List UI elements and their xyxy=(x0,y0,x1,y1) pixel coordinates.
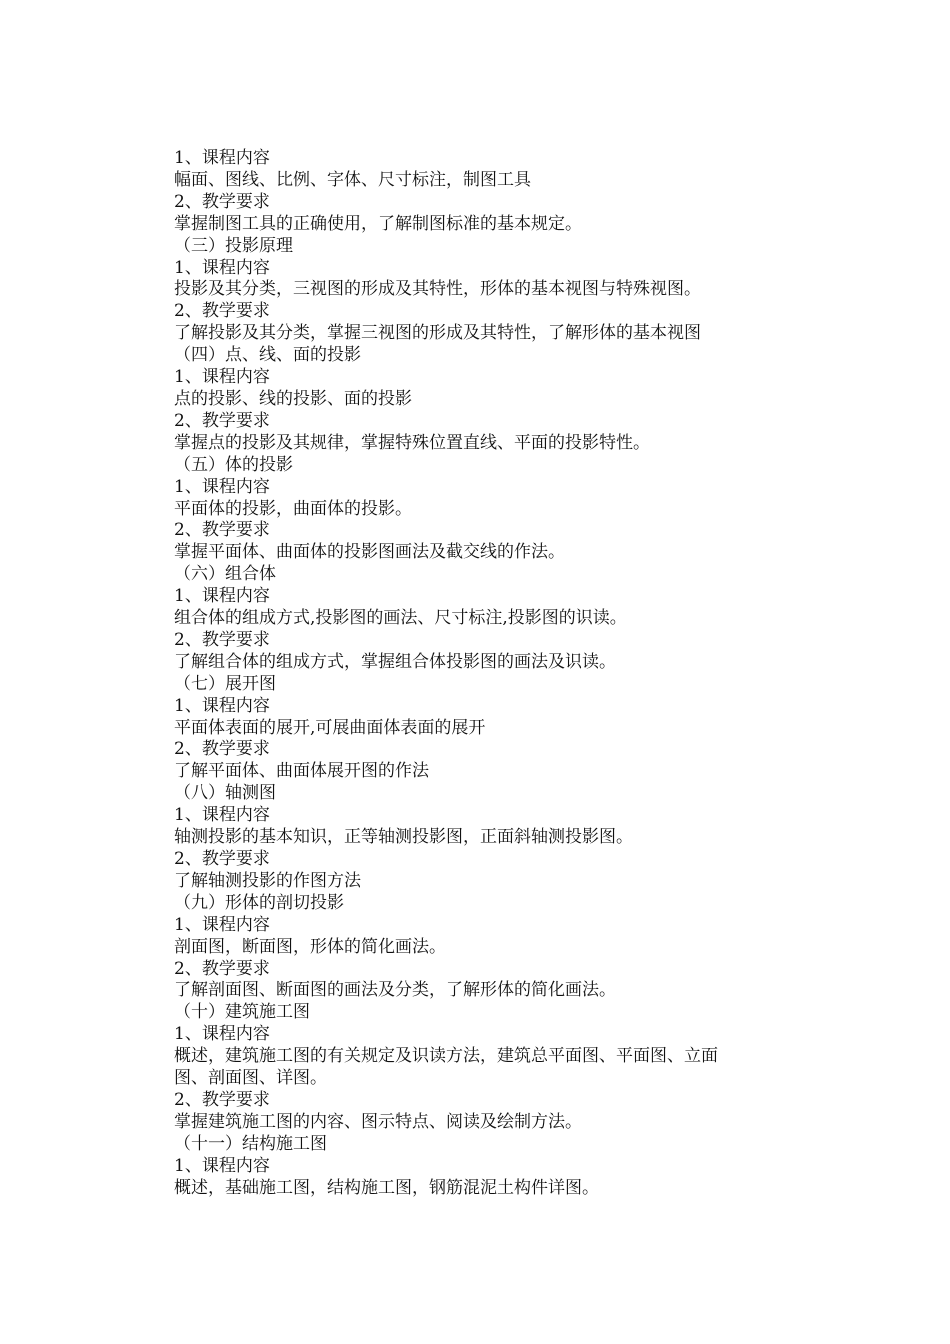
section-heading: （十）建筑施工图 xyxy=(174,1002,310,1023)
body-text: 掌握制图工具的正确使用，了解制图标准的基本规定。 xyxy=(174,213,582,234)
body-text: 掌握建筑施工图的内容、图示特点、阅读及绘制方法。 xyxy=(174,1111,582,1132)
subsection-label: 2、教学要求 xyxy=(174,1089,270,1110)
body-text: 投影及其分类，三视图的形成及其特性，形体的基本视图与特殊视图。 xyxy=(174,279,701,300)
body-text: 掌握平面体、曲面体的投影图画法及截交线的作法。 xyxy=(174,542,565,563)
section-heading: （七）展开图 xyxy=(174,673,276,694)
section-heading: （十一）结构施工图 xyxy=(174,1133,327,1154)
body-text: 平面体的投影，曲面体的投影。 xyxy=(174,498,412,519)
subsection-label: 2、教学要求 xyxy=(174,958,270,979)
subsection-label: 1、课程内容 xyxy=(174,148,270,168)
section-heading: （九）形体的剖切投影 xyxy=(174,892,344,913)
subsection-label: 2、教学要求 xyxy=(174,629,270,650)
section-heading: （八）轴测图 xyxy=(174,783,276,804)
subsection-label: 1、课程内容 xyxy=(174,1155,270,1176)
section-heading: （五）体的投影 xyxy=(174,454,293,475)
subsection-label: 1、课程内容 xyxy=(174,257,270,278)
subsection-label: 2、教学要求 xyxy=(174,191,270,212)
subsection-label: 1、课程内容 xyxy=(174,805,270,826)
body-text: 了解平面体、曲面体展开图的作法 xyxy=(174,761,429,782)
subsection-label: 2、教学要求 xyxy=(174,739,270,760)
body-text: 剖面图，断面图，形体的简化画法。 xyxy=(174,936,446,957)
subsection-label: 1、课程内容 xyxy=(174,695,270,716)
body-text: 幅面、图线、比例、字体、尺寸标注，制图工具 xyxy=(174,169,531,190)
section-heading: （三）投影原理 xyxy=(174,235,293,256)
subsection-label: 1、课程内容 xyxy=(174,476,270,497)
body-text: 了解组合体的组成方式，掌握组合体投影图的画法及识读。 xyxy=(174,651,616,672)
document-body xyxy=(174,148,794,1200)
section-heading: （六）组合体 xyxy=(174,564,276,585)
subsection-label: 1、课程内容 xyxy=(174,586,270,607)
subsection-label: 2、教学要求 xyxy=(174,301,270,322)
subsection-label: 1、课程内容 xyxy=(174,1024,270,1045)
body-text: 概述，基础施工图，结构施工图，钢筋混泥土构件详图。 xyxy=(174,1177,599,1198)
subsection-label: 1、课程内容 xyxy=(174,367,270,388)
body-text: 平面体表面的展开,可展曲面体表面的展开 xyxy=(174,717,486,738)
subsection-label: 2、教学要求 xyxy=(174,520,270,541)
body-text: 概述，建筑施工图的有关规定及识读方法，建筑总平面图、平面图、立面 xyxy=(174,1046,718,1067)
body-text: 组合体的组成方式,投影图的画法、尺寸标注,投影图的识读。 xyxy=(174,608,627,629)
subsection-label: 1、课程内容 xyxy=(174,914,270,935)
section-heading: （四）点、线、面的投影 xyxy=(174,345,361,366)
subsection-label: 2、教学要求 xyxy=(174,410,270,431)
body-text: 了解投影及其分类，掌握三视图的形成及其特性，了解形体的基本视图 xyxy=(174,323,701,344)
body-text: 图、剖面图、详图。 xyxy=(174,1068,327,1089)
body-text: 了解剖面图、断面图的画法及分类，了解形体的简化画法。 xyxy=(174,980,616,1001)
body-text: 点的投影、线的投影、面的投影 xyxy=(174,388,412,409)
subsection-label: 2、教学要求 xyxy=(174,849,270,869)
body-text: 轴测投影的基本知识，正等轴测投影图，正面斜轴测投影图。 xyxy=(174,827,633,848)
body-text: 掌握点的投影及其规律，掌握特殊位置直线、平面的投影特性。 xyxy=(174,432,650,453)
body-text: 了解轴测投影的作图方法 xyxy=(174,870,361,891)
